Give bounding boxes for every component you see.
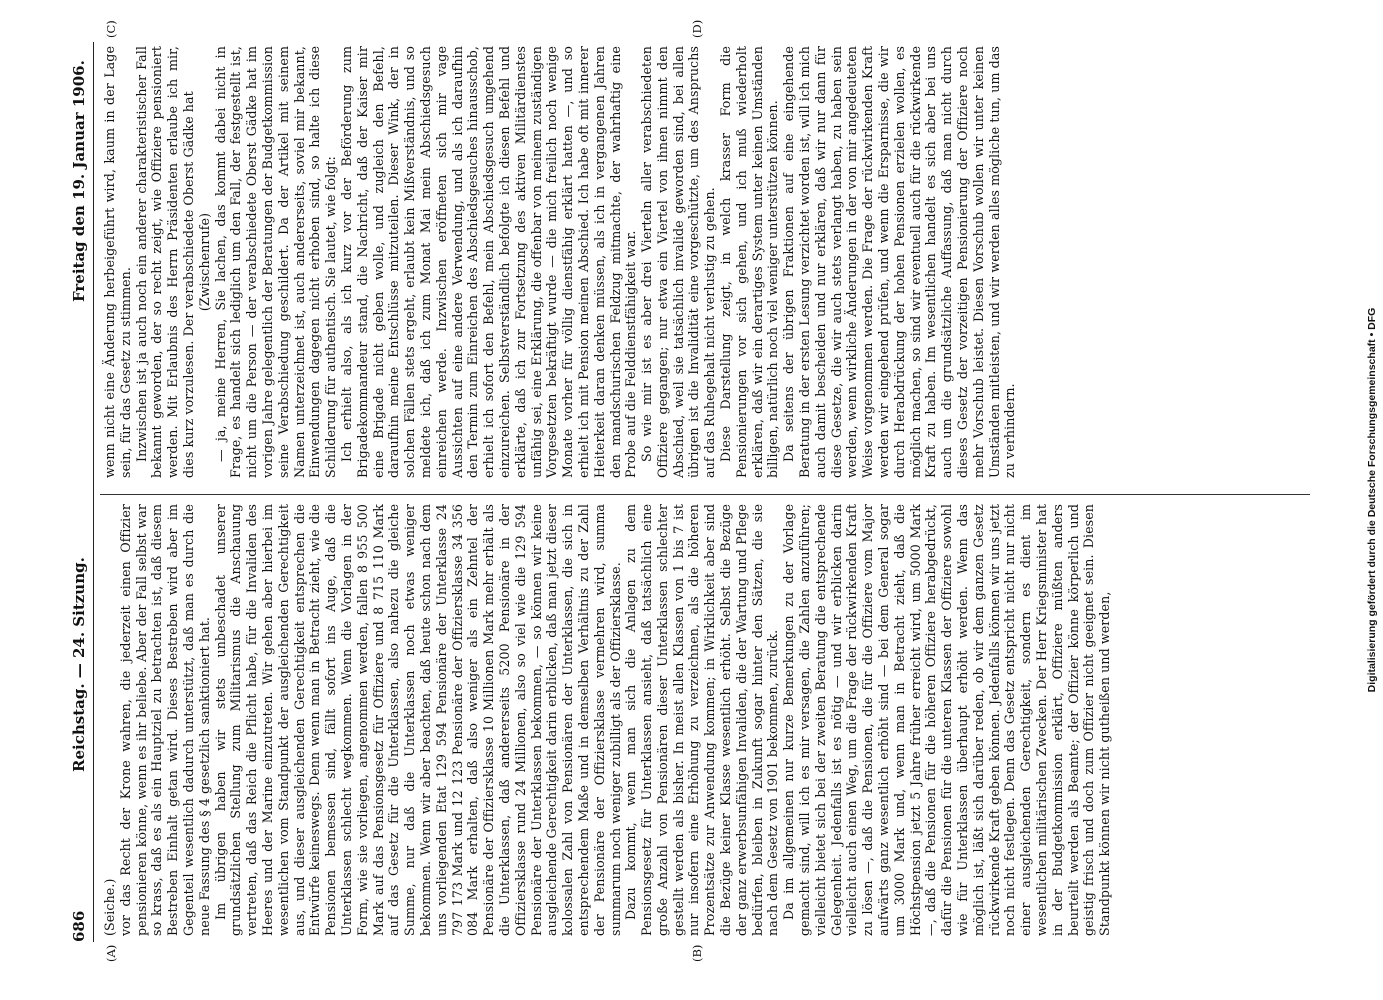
paragraph: Dazu kommt, wenn man sich die Anlagen zu dem Pensionsgesetz für Unterklassen ansieht, daß tatsächlich eine große Anzahl von Pensionären dieser Unterklassen schlechter gestellt werden als bisher. In meist allen Klassen von 1 bis 7 ist nur insofern eine Erhöhung zu verzeichnen, als die höheren Prozentsätze zur Anwendung kommen; in Wirklichkeit aber sind die Bezüge keiner Klasse wesentlich erhöht. Selbst die Bezüge der ganz erwerbsunfähigen Invaliden, die der Wartung und Pflege bedürfen, bleiben in Zukunft sogar hinter den Sätzen, die sie nach dem Gesetz von 1901 bekommen, zurück. [623, 504, 781, 936]
page-header [64, 42, 92, 942]
speaker-label: (Seiche.) [102, 878, 117, 936]
paragraph: vor das Recht der Krone wahren, die jederzeit einen Offizier pensionieren könne, wenn es ihr beliebe. Aber der Fall selbst war so krass, daß es als ein Hauptziel zu betrachten ist, daß diesem Bestreben Einhalt getan wird. Dieses Bestreben wird aber im Gegenteil wesentlich dadurch unterstützt, daß man es durch die neue Fassung des § 4 gesetzlich sanktioniert hat. [117, 504, 212, 936]
quoted-paragraph: Ich erhielt also, als ich kurz vor der Beförderung zum Brigadekommandeur stand, die Nachricht, daß der Kaiser mir eine Brigade nicht geben wolle, und zugleich den Befehl, daraufhin meine Entschlüsse mitzuteilen. Dieser Wink, der in solchen Fällen stets ergeht, erlaubt kein Mißverständnis, und so meldete ich, daß ich zum Monat Mai mein Abschiedsgesuch einreichen werde. Inzwischen eröffneten sich mir vage Aussichten auf eine andere Verwendung, und als ich daraufhin den Termin zum Einreichen des Abschiedsgesuches hinausschob, erhielt ich sofort den Befehl, mein Abschiedsgesuch umgehend einzureichen. Selbstverständlich befolgte ich diesen Befehl und erklärte, daß ich zur Fortsetzung des aktiven Militärdienstes unfähig sei, eine Erklärung, die offenbar von meinem zuständigen Vorgesetzten bekräftigt wurde — die mich freilich noch wenige Monate vorher für völlig dienstfähig erklärt hatten —, und so erhielt ich mit Pension meinen Abschied. Ich habe oft mit innerer Heiterkeit daran denken müssen, als ich in vergangenen Jahren den mandschurischen Feldzug mitmachte, der wahrhaftig eine Probe auf die Felddienstfähigkeit war. [338, 46, 639, 478]
interjection: (Zwischenrufe) [196, 212, 212, 312]
margin-mark-b: (B) [690, 944, 704, 962]
margin-mark-a: (A) [104, 944, 118, 962]
paragraph: Inzwischen ist ja auch noch ein anderer charakteristischer Fall bekannt geworden, der so recht zeigt, wie Offiziere pensioniert werden. Mit Erlaubnis des Herrn Präsidenten erlaube ich mir, dies kurz vorzulesen. Der verabschiedete Oberst Gädke hat [133, 46, 196, 478]
paragraph: Da seitens der übrigen Fraktionen auf eine eingehende Beratung in der ersten Lesung verzichtet worden ist, will ich mich auch damit bescheiden und nur erklären, daß wir nur dann für diese Gesetze, die wir auch stets verlangt haben, zu haben sein werden, wenn wirkliche Änderungen in der von mir angedeuteten Weise vorgenommen werden. Die Frage der rückwirkenden Kraft werden wir eingehend prüfen, und wenn die Ersparnisse, die wir durch Herabdrückung der hohen Pensionen erzielen wollen, es möglich machen, so sind wir eventuell auch für die rückwirkende Kraft zu haben. Im wesentlichen handelt es sich aber bei uns auch um die grundsätzliche Auffassung, daß man nicht durch dieses Gesetz der vorzeitigen Pensionierung der Offiziere noch mehr Vorschub leistet. Diesen Vorschub wollen wir unter keinen Umständen mitleisten, und wir werden alles mögliche tun, um das zu verhindern. [781, 46, 1018, 478]
digitization-credit [1362, 8, 1382, 992]
margin-mark-d: (D) [690, 19, 704, 38]
header-rule [93, 42, 94, 942]
right-column [102, 46, 1302, 478]
margin-mark-c: (C) [104, 20, 118, 38]
paragraph: Da im allgemeinen nur kurze Bemerkungen zu der Vorlage gemacht sind, will ich es mir versagen, die Zahlen anzuführen; vielleicht bietet sich bei der zweiten Beratung die entsprechende Gelegenheit. Jedenfalls ist es nötig — und wir erblicken darin vielleicht auch einen Weg, um die Frage der rückwirkenden Kraft zu lösen —, daß die Pensionen, die für die Offiziere vom Major aufwärts ganz wesentlich erhöht sind — bei dem General sogar um 3000 Mark und, wenn man in Betracht zieht, daß die Höchstpension jetzt 5 Jahre früher erreicht wird, um 5000 Mark —, daß die Pensionen für die höheren Offiziere herabgedrückt, dafür die Pensionen für die unteren Klassen der Offiziere sowohl wie für Unterklassen überhaupt erhöht werden. Wenn das möglich ist, läßt sich darüber reden, ob wir dem ganzen Gesetz rückwirkende Kraft geben können. Jedenfalls können wir uns jetzt noch nicht festlegen. Denn das Gesetz entspricht nicht nur nicht einer ausgleichenden Gerechtigkeit, sondern es dient im wesentlichen militärischen Zwecken. Der Herr Kriegsminister hat in der Budgetkommission erklärt, Offiziere müßten anders beurteilt werden als Beamte; der Offizier könne körperlich und geistig frisch und doch zum Offizier nicht geeignet sein. Diesen Standpunkt können wir nicht gutheißen und werden, [781, 504, 1113, 936]
paragraph: wenn nicht eine Änderung herbeigeführt wird, kaum in der Lage sein, für das Gesetz zu stimmen. [102, 46, 133, 478]
paragraph: — ja, meine Herren, Sie lachen, das kommt dabei nicht in Frage, es handelt sich lediglich um den Fall, der festgestellt ist, nicht um die Person — der verabschiedete Oberst Gädke hat im vorigen Jahre gelegentlich der Beratungen der Budgetkommission seine Verabschiedung geschildert. Da der Artikel mit seinem Namen unterzeichnet ist, auch andererseits, soviel mir bekannt, Einwendungen dagegen nicht erhoben sind, so halte ich diese Schilderung für authentisch. Sie lautet, wie folgt: [212, 46, 339, 478]
paragraph: Im übrigen haben wir stets unbeschadet unserer grundsätzlichen Stellung zum Militarismus die Anschauung vertreten, daß das Reich die Pflicht habe, für die Invaliden des Heeres und der Marine einzutreten. Wir gehen aber hierbei im wesentlichen vom Standpunkt der ausgleichenden Gerechtigkeit aus, und dieser ausgleichenden Gerechtigkeit entsprechen die Entwürfe keineswegs. Denn wenn man in Betracht zieht, wie die Pensionen bemessen sind, fällt sofort ins Auge, daß die Unterklassen schlecht wegkommen. Wenn die Vorlagen in der Form, wie sie vorliegen, angenommen werden, fallen 8 955 500 Mark auf das Pensionsgesetz für Offiziere und 8 715 110 Mark auf das Gesetz für die Unterklassen, also nahezu die gleiche Summe, nur daß die Unterklassen noch etwas weniger bekommen. Wenn wir aber beachten, daß heute schon nach dem uns vorliegenden Etat 129 594 Pensionäre der Unterklasse 24 797 173 Mark und 12 123 Pensionäre der Offiziersklasse 34 356 084 Mark erhalten, daß also weniger als ein Zehntel der Pensionäre der Offiziersklasse 10 Millionen Mark mehr erhält als die Unterklassen, daß andererseits 5200 Pensionäre in der Offiziersklasse rund 24 Millionen, also so viel wie die 129 594 Pensionäre der Unterklassen bekommen, — so können wir keine ausgleichende Gerechtigkeit darin erblicken, daß man jetzt dieser kolossalen Zahl von Pensionären der Unterklassen, die sich in entsprechendem Maße und in demselben Verhältnis zu der Zahl der Pensionäre der Offiziersklasse vermehren wird, summa summarum noch weniger zubilligt als der Offiziersklasse. [212, 504, 623, 936]
header-left-title: Reichstag. — 24. Sitzung. [70, 557, 88, 772]
page-number: 686 [70, 910, 88, 942]
quoted-paragraph: So wie mir ist es aber drei Vierteln aller verabschiedeten Offiziere gegangen; nur etwa ein Viertel von ihnen nimmt den Abschied, weil sie tatsächlich invalide geworden sind, bei allen übrigen ist die Invalidität eine vorgeschützte, um des Anspruchs auf das Ruhegehalt nicht verlustig zu gehen. [639, 46, 718, 478]
left-column [102, 504, 1302, 936]
digitization-credit-text: Digitalisierung gefördert durch die Deutsche Forschungsgemeinschaft • DFG [1366, 307, 1378, 693]
header-right-title: Freitag den 19. Januar 1906. [70, 60, 88, 302]
column-separator [100, 494, 1310, 495]
paragraph: Diese Darstellung zeigt, in welch krasser Form die Pensionierungen vor sich gehen, und ich muß wiederholt erklären, daß wir ein derartiges System unter keinen Umständen billigen, natürlich noch viel weniger unterstützen können. [718, 46, 781, 478]
